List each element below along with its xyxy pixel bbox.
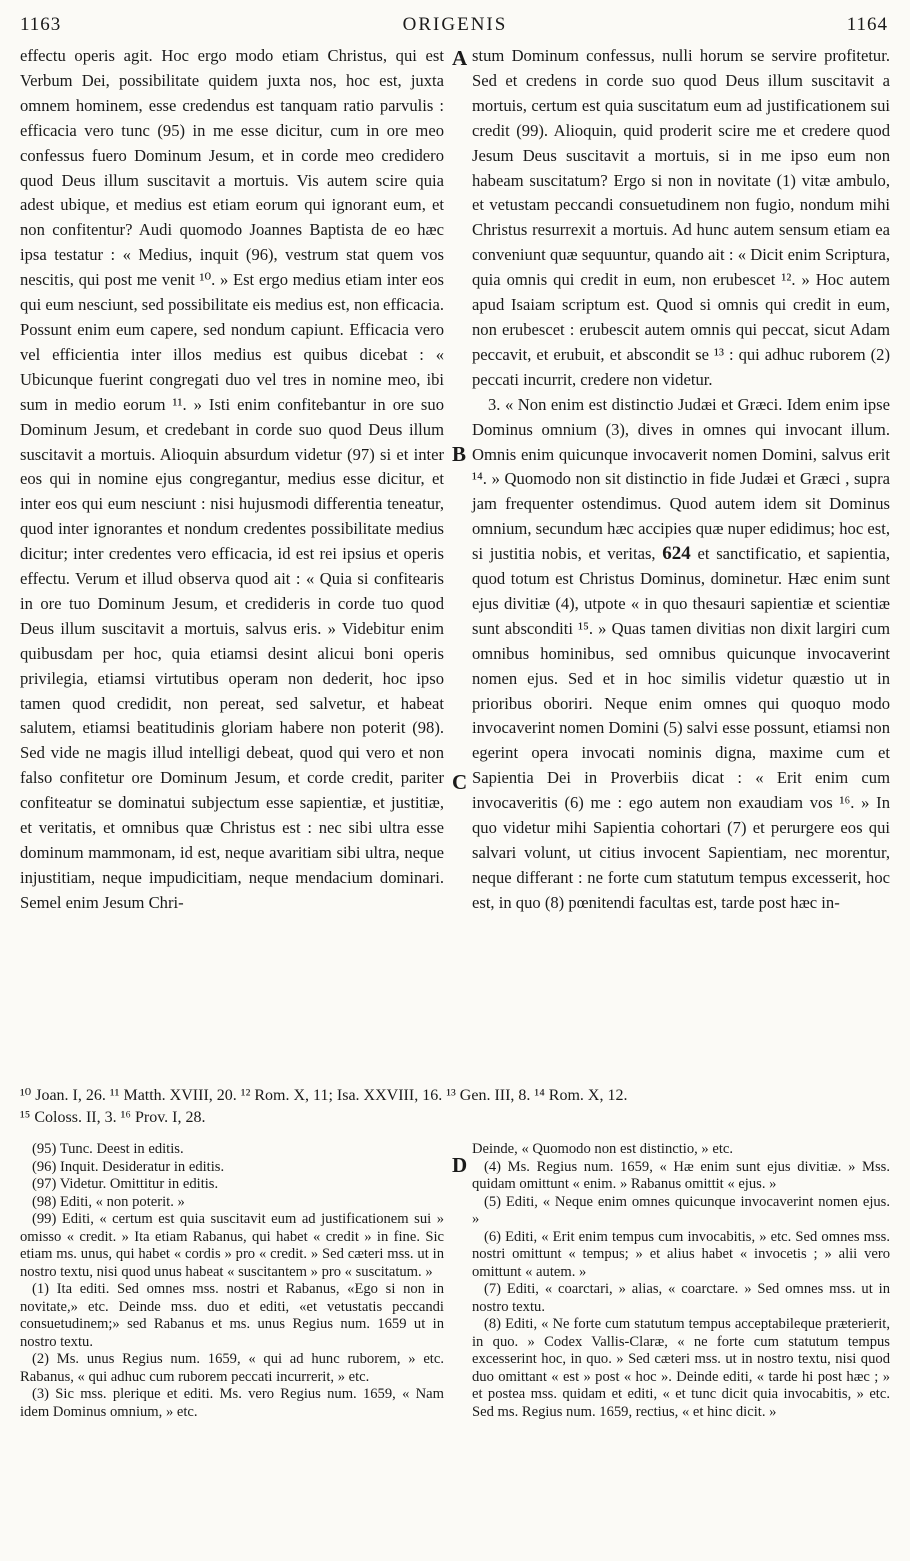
notes-left-column [20,1141,444,1421]
left-paragraph: effectu operis agit. Hoc ergo modo etiam Christus, qui est Verbum Dei, possibilitate quidem juxta nos, hoc est, juxta omnem hominem, esse credendus est tanquam ratio parvulis : efficacia vero tunc (95) in me esse dicitur, cum in ore meo confessus fuero Dominum Jesum, et in corde meo credidero quod Deus illum suscitavit a mortuis. Vis autem scire quia adest ubique, et medius est etiam eorum qui ignorant eum, et non confitentur? Audi quomodo Joannes Baptista de eo hæc ipsa testatur : « Medius, inquit (96), vestrum stat quem vos nescitis, qui post me venit ¹⁰. » Est ergo medius etiam inter eos qui eum nesciunt, sed possibilitate eis medius est, non efficacia. Possunt enim eum capere, sed nondum capiunt. Efficacia vero vel efficientia inter illos medius est quibus dicebat : « Ubicunque fuerint congregati duo vel tres in nomine meo, ibi sum in medio eorum ¹¹. » Isti enim confitebantur in ore suo Dominum Jesum, et credebant in corde suo quod Deus illum suscitavit a mortuis. Alioquin absurdum videtur (97) si et inter eos qui in nomine ejus congregantur, medius esse dicitur, et inter eos qui eum nesciunt : nisi hujusmodi differentia teneatur, quod inter ignorantes et nondum credentes possibilitate medius dicitur; inter credentes vero efficacia, id est rei ipsius et operis effectu. Verum et illud observa quod ait : « Quia si confitearis in ore tuo Dominum Jesum, et credideris in corde tuo quod Deus illum suscitavit a mortuis, salvus eris. » Videbitur enim quibusdam per hoc, quia etiamsi desint alicui boni operis privilegia, etiamsi virtutibus operam non dederit, hoc ipso tamen quod credidit, non pereat, sed salvetur, et habeat salutem, etiamsi beatitudinis gloriam habere non poterit (98). Sed vide ne magis illud intelligi debeat, quod qui vero et non falso confitetur ore Dominum Jesum, et corde credit, pariter confiteatur se dominatui subjectum esse sapientiæ, et justitiæ, et veritatis, et omnibus quæ Christus est : nec sibi ultra esse dominum mammonam, id est, neque avaritiam sibi ultra, neque injustitiam, neque impudicitiam, neque mendacium dominari. Semel enim Jesum Chri- [20,46,444,912]
footnote: (7) Editi, « coarctari, » alias, « coarctare. » Sed omnes mss. ut in nostro textu. [472,1281,890,1315]
right-text-column [472,44,890,916]
footnote: (4) Ms. Regius num. 1659, « Hæ enim sunt ejus divitiæ. » Mss. quidam omittunt « enim. » Rabanus omittit « ejus. » [472,1158,890,1192]
notes-right-column [472,1141,890,1421]
margin-letter-a: A [452,46,468,70]
footnote: (6) Editi, « Erit enim tempus cum invocabitis, » etc. Sed omnes mss. nostri omittunt « tempus; » et alius habet « invocetis ; » alii vero omittunt « autem. » [472,1228,890,1280]
section-3-text-b: et sanctificatio, et sapientia, quod totum est Christus Dominus, dominetur. Hæc enim sunt ejus divitiæ (4), utpote « in quo thesauri sapientiæ et scientiæ sunt absconditi ¹⁵. » Quas tamen divitias non dixit largiri cum omnibus hominibus, sed omnibus quicunque invocaverint nomen ejus. Sed et in hoc similis videtur quæstio ut in prioribus oboriri. Neque enim omnes qui quoquo modo invocaverint nomen Domini (5) salvi esse possunt, etiamsi non egerint opera invocati nominis digna, maxime cum et Sapientia Dei in Proverbiis dicat : « Erit enim cum invocaveritis (6) me : ego autem non exaudiam vos ¹⁶. » In quo videtur mihi Sapientia cohortari (7) et perurgere eos qui salvari volunt, ut citius invocent Sapientiam, nec morentur, neque differant : ne forte cum statutum tempus excesserit, hoc est, in quo (8) pœnitendi facultas est, tarde post hæc in- [472,544,891,912]
margin-letter-c: C [452,770,468,794]
scripture-references [20,1085,890,1129]
footnote: (99) Editi, « certum est quia suscitavit eum ad justificationem sui » omisso « credit. » Ita etiam Rabanus, qui habet « credit » in fine. Sic etiam ms. unus, qui habet « cordis » pro « credit. » Sed cæteri mss. ut in nostro textu, nisi quod unus habeat « suscitantem » pro « suscitatum. » [20,1211,444,1280]
footnote-continuation: Deinde, « Quomodo non est distinctio, » etc. [472,1141,734,1157]
footnote: (97) Videtur. Omittitur in editis. [32,1176,219,1192]
footnote: (3) Sic mss. plerique et editi. Ms. vero Regius num. 1659, « Nam idem Dominus omnium, » etc. [20,1386,444,1420]
margin-letter-d: D [452,1153,468,1177]
section-3-paragraph [472,393,890,916]
left-text-column [20,44,444,916]
footnote: (95) Tunc. Deest in editis. [32,1141,184,1157]
running-title: ORIGENIS [402,14,508,35]
footnote: (96) Inquit. Desideratur in editis. [32,1158,225,1175]
footnote: (8) Editi, « Ne forte cum statutum tempus acceptabileque præterierit, in quo. » Codex Vallis-Claræ, « ne forte cum statutum tempus excesserint hoc, in quo. » Sed cæteri mss. ut in nostro textu, nisi quod duo omittant « est » post « hoc ». Deinde editi, « tarde hi post hæc ; » et postea mss. quidam et editi, « et tunc dicit quia invocabitis, » etc. Sed ms. Regius num. 1659, rectius, « et hinc dicit. » [472,1316,890,1420]
page-header [0,14,910,38]
margin-letter-b: B [452,442,467,466]
right-paragraph: stum Dominum confessus, nulli horum se servire profitetur. Sed et credens in corde suo quod Deus illum suscitavit a mortuis, certum est quia suscitatum eum ad justificationem sui credit (99). Alioquin, quid proderit scire me et credere quod Jesum Deus suscitavit a mortuis, si in me ipso eum non habeam suscitatum? Ergo si non in novitate (1) vitæ ambulo, et vetustam peccandi consuetudinem non fugio, nondum mihi Christus resurrexit a mortuis. Ad hunc autem sensum etiam ea conveniunt quæ sequuntur, quando ait : « Dicit enim Scriptura, quia omnis qui credit in eum, non erubescet ¹². » Hoc autem apud Isaiam scriptum est. Quod si omnis qui credit in eum, non erubescet : erubescit autem omnis qui peccat, sicut Adam peccavit, et erubuit, et abscondit se ¹³ : qui adhuc ruborem (2) peccati incurrit, credere non videtur. [472,46,890,389]
footnote: (2) Ms. unus Regius num. 1659, « qui ad hunc ruborem, » etc. Rabanus, « qui adhuc cum ruborem peccati incurrerit, » etc. [20,1351,444,1385]
scripture-ref-line: ¹⁰ Joan. I, 26. ¹¹ Matth. XVIII, 20. ¹² Rom. X, 11; Isa. XXVIII, 16. ¹³ Gen. III, 8. ¹⁴ Rom. X, 12. [20,1087,628,1104]
page-mark: 624 [662,543,691,565]
page-number-right: 1164 [846,14,888,35]
scripture-ref-line: ¹⁵ Coloss. II, 3. ¹⁶ Prov. I, 28. [20,1109,206,1126]
section-3-text-a: 3. « Non enim est distinctio Judæi et Græci. Idem enim ipse Dominus omnium (3), dives in omnes qui invocant illum. Omnis enim quicunque invocaverit nomen Domini, salvus erit ¹⁴. » Quomodo non sit distinctio in fide Judæi et Græci , supra jam frequenter ostendimus. Quod autem idem sit Dominus omnium, secundum hæc accipies quæ nuper edidimus; hoc est, si justitia nobis, et veritas, [472,394,890,564]
page-number-left: 1163 [20,14,62,35]
footnote: (5) Editi, « Neque enim omnes quicunque invocaverint nomen ejus. » [472,1193,890,1227]
footnote: (98) Editi, « non poterit. » [32,1193,185,1210]
footnote: (1) Ita editi. Sed omnes mss. nostri et Rabanus, «Ego si non in novitate,» etc. Deinde mss. duo et editi, «et vetustatis peccandi consuetudinem;» sed Rabanus et ms. unus Regius num. 1659 ut in nostro textu. [20,1281,444,1350]
